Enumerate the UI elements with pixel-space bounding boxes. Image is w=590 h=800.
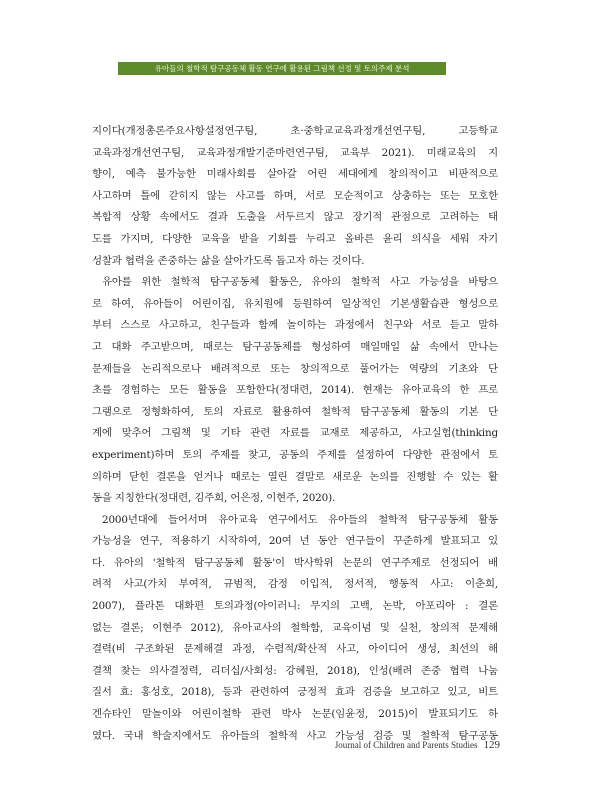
body-text bbox=[92, 121, 498, 747]
text-line: 가능성을 연구, 적용하기 시작하여, 20여 년 동안 연구들이 꾸준하게 발표되고 있 bbox=[92, 535, 498, 548]
text-line: 2000년대에 들어서며 유아교육 연구에서도 유아들의 철학적 탐구공동체 활동 bbox=[102, 513, 498, 526]
text-line: 부터 스스로 사고하고, 친구들과 함께 놀이하는 과정에서 친구와 서로 듣고 말하 bbox=[92, 319, 498, 332]
text-line: 유아를 위한 철학적 탐구공동체 활동은, 유아의 철학적 사고 가능성을 바탕으 bbox=[102, 276, 498, 289]
page-footer bbox=[335, 738, 500, 753]
text-line: 려적 사고(가치 부여적, 규범적, 감정 이입적, 정서적, 행동적 사고: 이춘희, bbox=[92, 578, 498, 591]
text-line: 계에 맞추어 그림책 및 기타 관련 자료를 교재로 제공하고, 사고실험(thinking bbox=[92, 427, 498, 440]
text-line: 동을 지칭한다(정대련, 김주희, 어은정, 이현주, 2020). bbox=[92, 492, 336, 505]
text-line: 사고하며 틀에 갇히지 않는 사고를 하며, 서로 모순적이고 상충하는 또는 모호한 bbox=[92, 189, 498, 202]
text-line: 겐슈타인 말놀이와 어린이철학 관련 박사 논문(임윤정, 2015)이 발표되기도 하 bbox=[92, 708, 498, 721]
text-line: 결책 찾는 의사결정력, 리더십/사회성: 강혜원, 2018), 인성(배려 존중 협력 나눔 bbox=[92, 664, 498, 677]
text-line: 였다. 국내 학술지에서도 유아들의 철학적 사고 가능성 검증 및 철학적 탐구공동 bbox=[92, 729, 498, 742]
text-line: 초를 경험하는 모든 활동을 포함한다(정대련, 2014). 현재는 유아교육의 한 프로 bbox=[92, 384, 498, 397]
text-line: 지이다(개정총론주요사항설정연구팀, 초·중학교교육과정개선연구팀, 고등학교 bbox=[92, 125, 498, 137]
text-line: 결력(비 구조화된 문제해결 과정, 수렴적/확산적 사고, 아이디어 생성, 최선의 해 bbox=[92, 643, 498, 656]
text-line: 성찰과 협력을 존중하는 삶을 살아가도록 돕고자 하는 것이다. bbox=[92, 254, 365, 267]
text-line: 도를 가지며, 다양한 교육을 받을 기회를 누리고 올바른 윤리 의식을 세워 자기 bbox=[92, 232, 498, 245]
text-line: 로 하여, 유아들이 어린이집, 유치원에 등원하여 일상적인 기본생활습관 형성으로 bbox=[92, 297, 498, 310]
running-header: 유아들의 철학적 탐구공동체 활동 연구에 활용된 그림책 선정 및 토의주제 분석 bbox=[118, 62, 446, 75]
text-line: 의하며 닫힌 결론을 얻거나 때로는 열린 결말로 새로운 논의를 진행할 수 있는 활 bbox=[92, 470, 498, 483]
text-line: 다. 유아의 '철학적 탐구공동체 활동'이 박사학위 논문의 연구주제로 선정되어 배 bbox=[92, 556, 498, 569]
text-line: 2007), 플라톤 대화편 토의과정(아이러니: 무지의 고백, 논박, 아포리아 : 결론 bbox=[92, 600, 498, 613]
page-number: 129 bbox=[483, 739, 500, 751]
text-line: 복합적 상황 속에서도 결과 도출을 서두르지 않고 장기적 관점으로 고려하는 태 bbox=[92, 211, 498, 224]
text-line: 그램으로 정형화하여, 토의 자료로 활용하여 철학적 탐구공동체 활동의 기본 단 bbox=[92, 405, 498, 418]
text-line: 문제들을 논리적으로나 배려적으로 또는 창의적으로 풀어가는 역량의 기초와 단 bbox=[92, 362, 498, 375]
text-line: 질서 효: 홍성호, 2018), 등과 관련하여 긍정적 효과 검증을 보고하고 있고, 비트 bbox=[92, 686, 498, 699]
journal-name: Journal of Children and Parents Studies bbox=[334, 740, 478, 750]
text-line: 교육과정개선연구팀, 교육과정개발기준마련연구팀, 교육부 2021). 미래교육의 지 bbox=[92, 146, 498, 159]
text-line: experiment)하며 토의 주제를 찾고, 공동의 주제를 설정하여 다양한 관점에서 토 bbox=[92, 448, 498, 461]
text-line: 없는 결론; 이현주 2012), 유아교사의 철학함, 교육이념 및 실천, 창의적 문제해 bbox=[92, 621, 498, 634]
text-line: 고 대화 주고받으며, 때로는 탐구공동체를 형성하여 매일매일 삶 속에서 만나는 bbox=[92, 340, 498, 353]
text-line: 향이, 예측 불가능한 미래사회를 살아갈 어린 세대에게 창의적이고 비판적으로 bbox=[92, 168, 498, 181]
